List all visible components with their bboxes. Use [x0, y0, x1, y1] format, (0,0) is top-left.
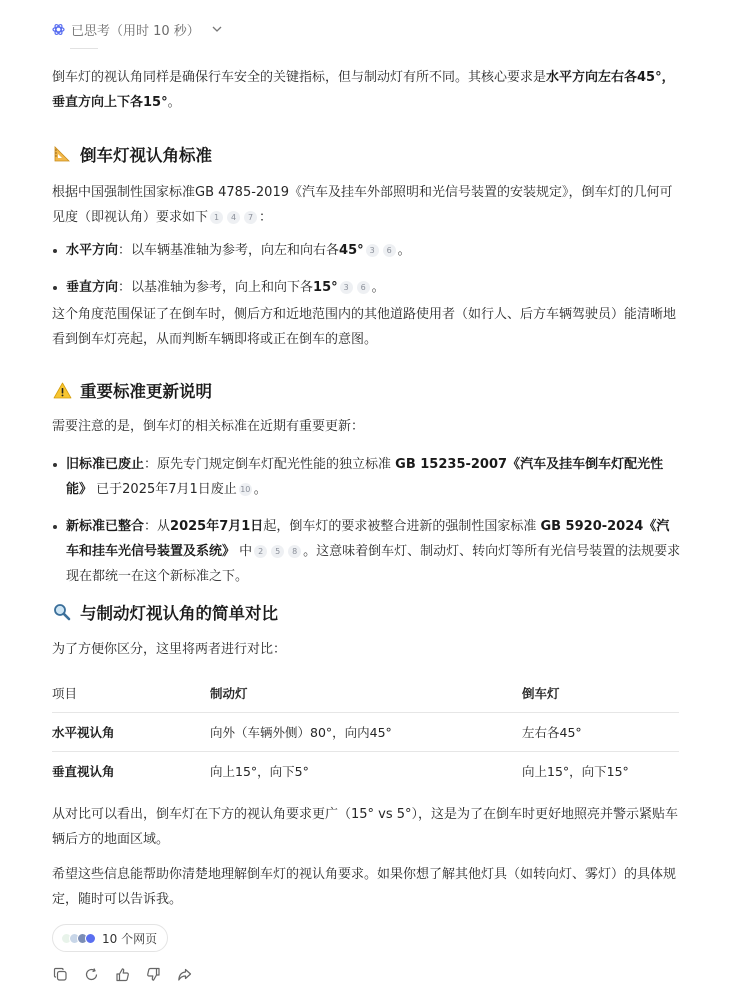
citation-badge[interactable]: 6 — [383, 244, 396, 257]
table-header-row — [52, 674, 679, 712]
citation-badge[interactable]: 1 — [210, 211, 223, 224]
table-row — [52, 712, 679, 751]
citation-badge[interactable]: 4 — [227, 211, 240, 224]
table-cell: 向上15°，向下15° — [522, 763, 629, 779]
section-heading-viewing-angle — [52, 142, 212, 166]
comparison-summary: 从对比可以看出，倒车灯在下方的视认角要求更广（15° vs 5°），这是为了在倒车时更好地照亮并警示紧贴车辆后方的地面区域。 — [52, 807, 679, 847]
warning-icon — [52, 380, 72, 400]
regenerate-icon[interactable] — [83, 966, 99, 982]
table-cell: 向外（车辆外侧）80°，向内45° — [210, 712, 522, 751]
table-cell: 水平视认角 — [52, 712, 210, 751]
comparison-intro: 为了方便你区分，这里将两者进行对比： — [52, 642, 287, 657]
sources-button[interactable] — [52, 924, 168, 952]
citation-badge[interactable]: 8 — [288, 545, 301, 558]
citation-badge[interactable]: 2 — [254, 545, 267, 558]
thinking-label: 已思考（用时 10 秒） — [71, 24, 200, 39]
section-title: 与制动灯视认角的简单对比 — [80, 604, 278, 623]
thumbs-up-icon[interactable] — [114, 966, 130, 982]
citation-badge[interactable]: 10 — [240, 485, 251, 494]
viewing-angle-list — [52, 238, 682, 312]
source-favicons — [61, 933, 96, 944]
table-header: 倒车灯 — [522, 674, 679, 712]
list-item: 垂直方向：以基准轴为参考，向上和向下各15° 3 6 。 — [52, 275, 682, 300]
section-title: 重要标准更新说明 — [80, 382, 212, 401]
citation-badge[interactable]: 3 — [366, 244, 379, 257]
update-intro: 需要注意的是，倒车灯的相关标准在近期有重要更新： — [52, 419, 365, 434]
list-item: 旧标准已废止：原先专门规定倒车灯配光性能的独立标准 GB 15235-2007《汽车及挂车倒车灯配光性能》 已于2025年7月1日废止 10 。 — [52, 452, 682, 502]
comparison-table — [52, 674, 679, 790]
message-action-bar — [52, 966, 192, 982]
section-heading-update — [52, 378, 212, 402]
chevron-down-icon — [212, 24, 222, 35]
closing-paragraph: 希望这些信息能帮助你清楚地理解倒车灯的视认角要求。如果你想了解其他灯具（如转向灯、雾灯）的具体规定，随时可以告诉我。 — [52, 867, 677, 907]
thumbs-down-icon[interactable] — [145, 966, 161, 982]
intro-paragraph: 倒车灯的视认角同样是确保行车安全的关键指标，但与制动灯有所不同。其核心要求是水平方向左右各45°，垂直方向上下各15°。 — [52, 70, 675, 110]
share-icon[interactable] — [176, 966, 192, 982]
update-list — [52, 452, 682, 601]
explanation-paragraph: 这个角度范围保证了在倒车时，侧后方和近地范围内的其他道路使用者（如行人、后方车辆驾驶员）能清晰地看到倒车灯亮起，从而判断车辆即将或正在倒车的意图。 — [52, 307, 677, 347]
section-title: 倒车灯视认角标准 — [80, 146, 212, 165]
table-header: 制动灯 — [210, 674, 522, 712]
thinking-toggle[interactable] — [52, 20, 222, 39]
thinking-icon — [52, 23, 65, 36]
magnifier-icon — [52, 602, 72, 622]
table-row — [52, 751, 679, 790]
table-header: 项目 — [52, 674, 210, 712]
list-item: 新标准已整合：从2025年7月1日起，倒车灯的要求被整合进新的强制性国家标准 GB 5920-2024《汽车和挂车光信号装置及系统》 中 2 5 8 。这意味着倒车灯、制动灯、转向灯等所有光信号装置的法规要求现在都统一在这个新标准之下。 — [52, 514, 682, 589]
table-cell: 向上15°，向下5° — [210, 763, 309, 779]
section-heading-comparison — [52, 600, 278, 624]
standard-paragraph: 根据中国强制性国家标准GB 4785-2019《汽车及挂车外部照明和光信号装置的安装规定》，倒车灯的几何可见度（即视认角）要求如下 1 4 7 ： — [52, 185, 673, 225]
triangular-ruler-icon — [52, 144, 72, 164]
thinking-divider — [70, 48, 98, 49]
citation-badge[interactable]: 3 — [340, 281, 353, 294]
favicon-icon — [85, 933, 96, 944]
list-item: 水平方向：以车辆基准轴为参考，向左和向右各45° 3 6 。 — [52, 238, 682, 263]
citation-badge[interactable]: 7 — [244, 211, 257, 224]
table-cell: 左右各45° — [522, 712, 679, 751]
copy-icon[interactable] — [52, 966, 68, 982]
sources-label: 10 个网页 — [102, 931, 158, 946]
citation-badge[interactable]: 5 — [271, 545, 284, 558]
citation-badge[interactable]: 6 — [357, 281, 370, 294]
table-cell: 垂直视认角 — [52, 763, 115, 779]
